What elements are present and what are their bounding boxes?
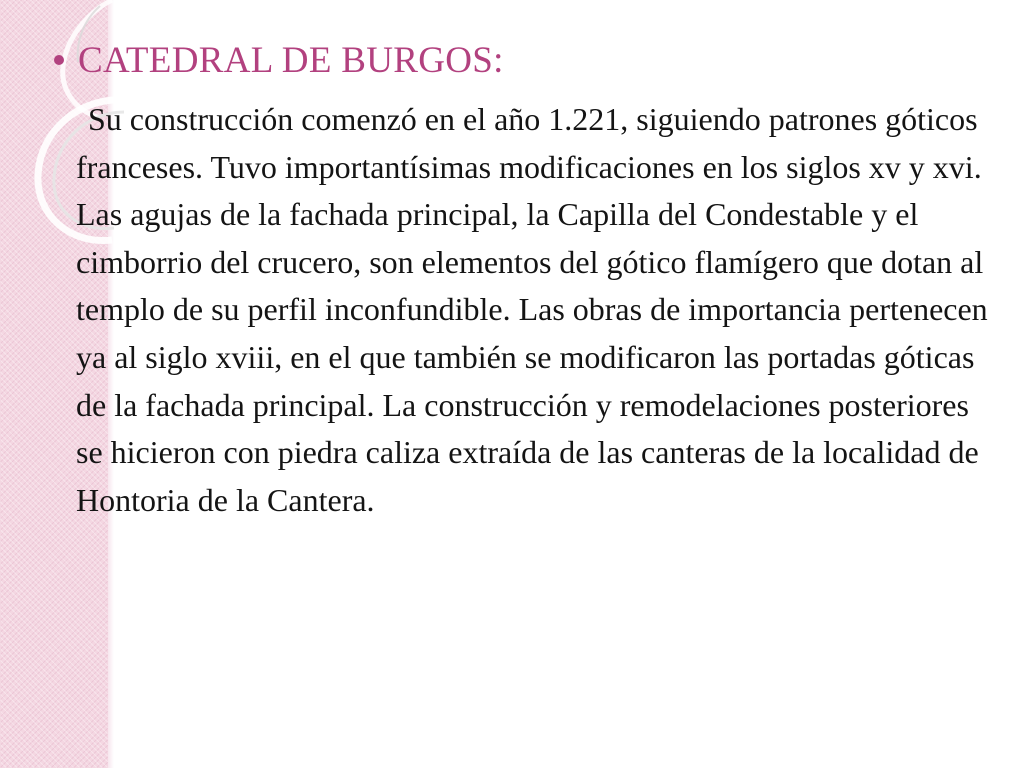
bullet-dot-icon bbox=[54, 55, 64, 65]
slide-body-paragraph: Su construcción comenzó en el año 1.221, siguiendo patrones góticos franceses. Tuvo importantísimas modificaciones en los siglos xv y xvi. Las agujas de la fachada principal, la Capilla del Condestable y el cimborrio del crucero, son elementos del gótico flamígero que dotan al templo de su perfil inconfundible. Las obras de importancia pertenecen ya al siglo xviii, en el que también se modificaron las portadas góticas de la fachada principal. La construcción y remodelaciones posteriores se hicieron con piedra caliza extraída de las canteras de la localidad de Hontoria de la Cantera. bbox=[76, 101, 988, 518]
slide-content bbox=[46, 34, 996, 524]
title-row bbox=[46, 34, 996, 86]
slide-title: CATEDRAL DE BURGOS: bbox=[78, 39, 504, 81]
